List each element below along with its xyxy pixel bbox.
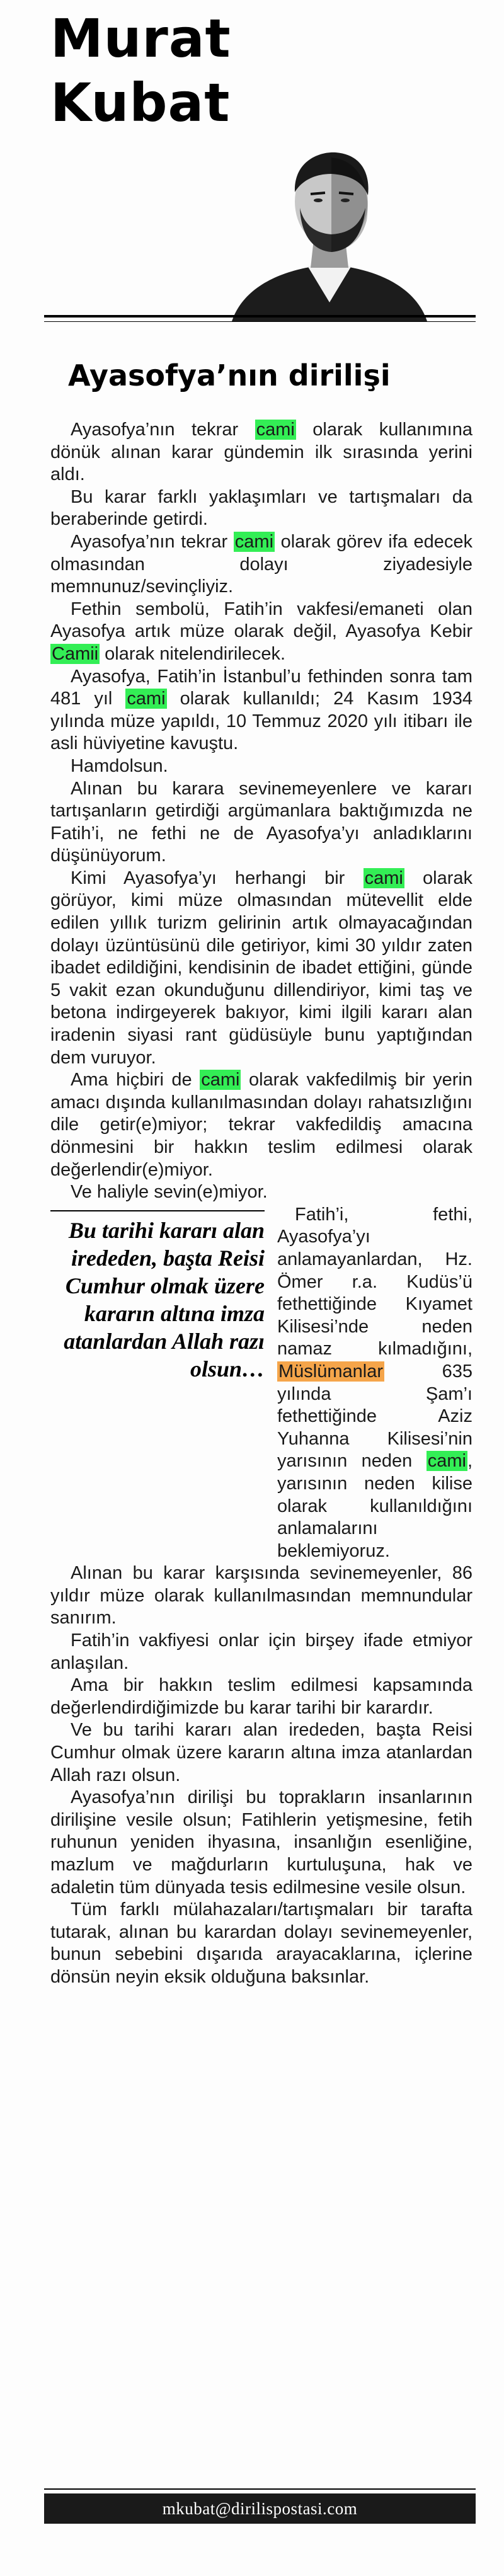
paragraph: Tüm farklı mülahazaları/tartışmaları bir tarafta tutarak, alınan bu karardan dolayı sevinemeyenler, bunun sebebini dışarıda arayacaklarına, içlerine dönsün neyin eksik olduğuna baksınlar. (50, 1899, 472, 1987)
text-run: Ama hiçbiri de (71, 1070, 200, 1091)
paragraph (50, 598, 472, 666)
text-run: olarak kullanıldı; 24 Kasım 1934 yılında müze yapıldı, 10 Temmuz 2020 yılı itibarı ile asli hüviyetine kavuştu. (50, 689, 473, 754)
paragraph: Fatih’in vakfiyesi onlar için birşey ifade etmiyor anlaşılan. (50, 1630, 472, 1673)
paragraph (50, 531, 472, 598)
highlight: cami (127, 689, 166, 709)
text-run: Fatih’i, fethi, Ayasofya’yı anlamayanlardan, Hz. Ömer r.a. Kudüs’ü fethettiğinde Kıyamet Kilisesi’nde neden namaz kılmadığını, (277, 1204, 472, 1360)
paragraph (50, 666, 472, 755)
pullquote-rule (50, 1210, 265, 1211)
text-run: , yarısının neden kilise olarak kullanıldığını anlamalarını beklemiyoruz. (277, 1451, 472, 1561)
paragraph (277, 1204, 472, 1563)
highlight: cami (427, 1451, 466, 1472)
text-run: Ayasofya’nın tekrar (71, 420, 255, 440)
paragraph: Ayasofya’nın dirilişi bu toprakların insanlarının dirilişine vesile olsun; Fatihlerin yetişmesine, fetih ruhunun yeniden ihyasına, insanlığın esenliğine, mazlum ve mağdurların kurtuluşuna, hak ve adaletin tüm dünyada tesis edilmesine vesile olsun. (50, 1787, 472, 1898)
highlight: cami (364, 867, 403, 888)
text-run: Kimi Ayasofya’yı herhangi bir (71, 867, 364, 888)
author-last-name: Kubat (50, 72, 231, 134)
text-run: Ayasofya, Fatih’in İstanbul’u fethinden sonra tam 481 yıl (50, 666, 472, 709)
paragraph: Hamdolsun. (71, 755, 168, 776)
pullquote-wrap (50, 1204, 472, 1563)
header-rule-thin (44, 321, 476, 322)
paragraph: Alınan bu karar karşısında sevinemeyenler, 86 yıldır müze olarak kullanılmasından memnundular sanırım. (50, 1563, 472, 1629)
article-body (50, 419, 472, 1989)
highlight: Camii (52, 643, 99, 664)
author-name (50, 6, 239, 135)
header-rule (44, 315, 476, 318)
wrapped-text (277, 1204, 472, 1563)
text-run: Ayasofya’nın tekrar (71, 531, 234, 552)
highlight: cami (201, 1070, 240, 1091)
paragraph (50, 419, 472, 486)
paragraph (50, 1069, 472, 1181)
author-first-name: Murat (50, 8, 231, 69)
paragraph: Ve bu tarihi kararı alan irededen, başta Reisi Cumhur olmak üzere kararın altına imza atanlardan Allah razı olsun. (50, 1720, 472, 1785)
author-portrait-icon (219, 132, 440, 321)
paragraph (50, 867, 472, 1069)
text-run: olarak görev ifa edecek olmasından dolayı ziyadesiyle memnunuz/sevinçliyiz. (50, 531, 472, 597)
text-run: Fethin sembolü, Fatih’in vakfesi/emaneti olan Ayasofya artık müze olarak değil, Ayasofya Kebir (50, 598, 472, 642)
highlight-alt: Müslümanlar (278, 1361, 383, 1382)
text-run: 635 yılında Şam’ı fethettiğinde Aziz Yuhanna Kilisesi’nin yarısının neden (277, 1361, 472, 1472)
pullquote (50, 1210, 265, 1383)
paragraph: Alınan bu karara sevinemeyenlere ve kararı tartışanların getirdiği argümanlara baktığımızda ne Fatih’i, ne fethi ne de Ayasofya’yı anladıklarını düşünüyorum. (50, 778, 472, 866)
paragraph: Bu karar farklı yaklaşımları ve tartışmaları da beraberinde getirdi. (50, 486, 472, 530)
text-run: olarak nitelendirilecek. (100, 643, 286, 664)
pullquote-text: Bu tarihi kararı alan irededen, başta Reisi Cumhur olmak üzere kararın altına imza atanlardan Allah razı olsun… (64, 1217, 265, 1382)
author-email-link[interactable]: mkubat@dirilispostasi.com (162, 2499, 358, 2518)
article-headline: Ayasofya’nın dirilişi (68, 358, 391, 392)
highlight: cami (234, 531, 274, 552)
footer-rule (44, 2488, 476, 2490)
text-run: olarak görüyor, kimi müze olmasından mütevellit elde edilen yıllık turizm gelirinin artık olmayacağından dolayı üzüntüsünü dile getiriyor, kimi 30 yıldır zaten ibadet edildiğini, kendisinin de ibadet ettiğini, günde 5 vakit ezan okunduğunu dillendiriyor, kimi taş ve betona indirgeyerek bakıyor, kimi ilgili kararı alan iradenin siyasi rant güdüsüyle bunu yaptığından dem vuruyor. (50, 867, 473, 1068)
paragraph: Ve haliyle sevin(e)miyor. (71, 1182, 268, 1203)
highlight: cami (256, 420, 295, 440)
paragraph: Ama bir hakkın teslim edilmesi kapsamında değerlendirdiğimizde bu karar tarihi bir karardır. (50, 1675, 472, 1718)
text-run: olarak kullanımına dönük alınan karar gündemin ilk sırasında yerini aldı. (50, 420, 472, 485)
text-run: olarak vakfedilmiş bir yerin amacı dışında kullanılmasından dolayı rahatsızlığını dile getir(e)miyor; tekrar vakfedildiş amacına dönmesini bir hakkın teslim edilmesi olarak değerlendir(e)miyor. (50, 1070, 472, 1180)
column (11, 0, 496, 2576)
